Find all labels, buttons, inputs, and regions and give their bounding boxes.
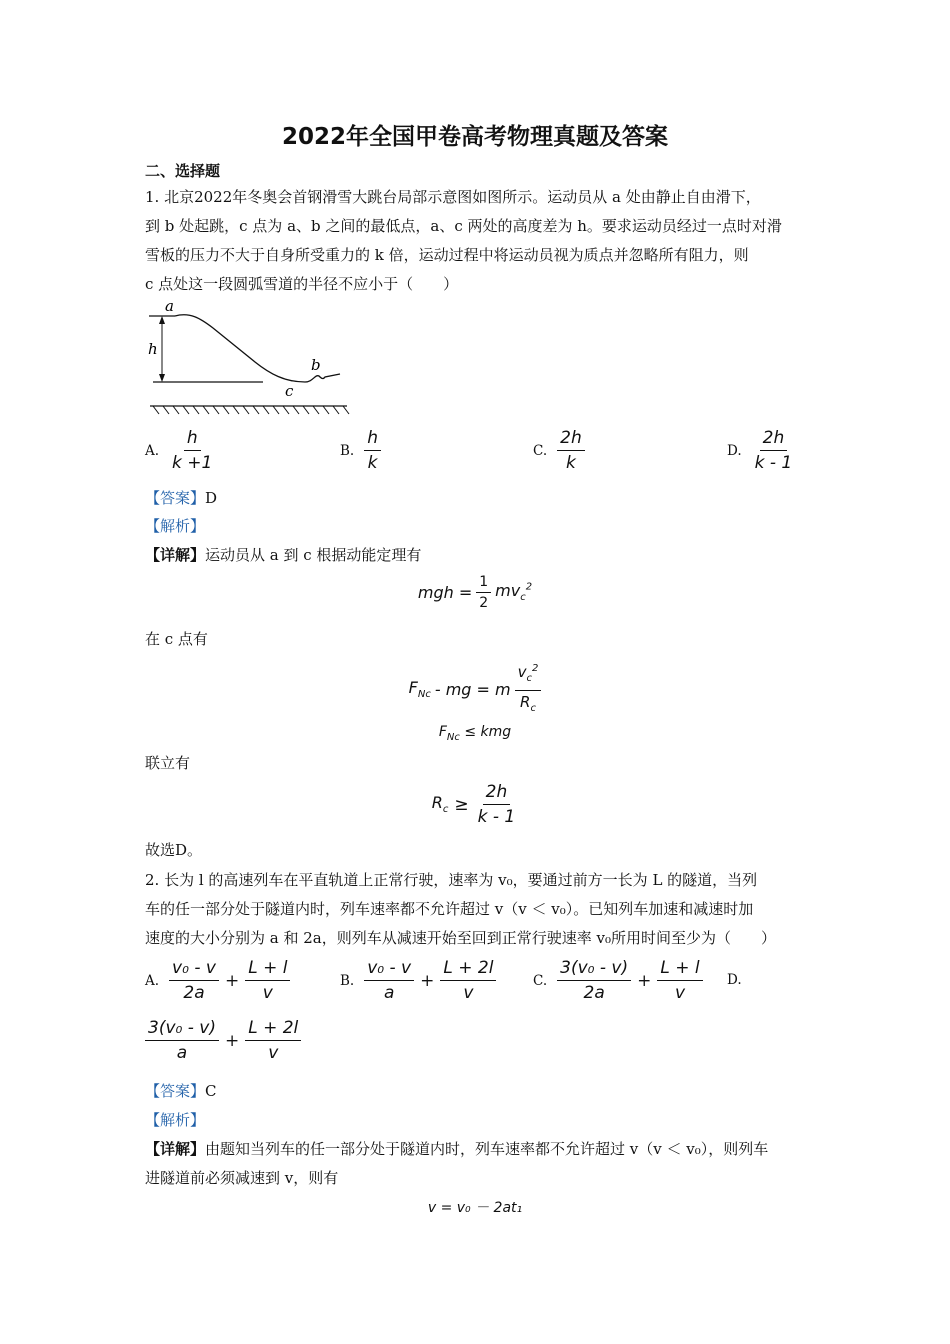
q2-detail-2: 进隧道前必须减速到 v，则有 [145, 1169, 339, 1187]
q2-analysis-tag: 【解析】 [145, 1111, 206, 1129]
q2-option-d-label: D. [727, 972, 742, 988]
label-c: c [285, 382, 294, 400]
q1-option-c: C. $\frac{2h}{k}$ [533, 428, 585, 473]
q1-detail: 【详解】运动员从 a 到 c 根据动能定理有 [145, 546, 422, 564]
q1-combine: 联立有 [145, 754, 191, 772]
q2-answer: 【答案】C [145, 1082, 217, 1100]
page-title: 2022年全国甲卷高考物理真题及答案 [281, 124, 668, 150]
q2-line-2: 车的任一部分处于隧道内时，列车速率都不允许超过 v（v ＜ v₀）。已知列车加速和减速时加 [145, 900, 754, 918]
label-b: b [311, 356, 321, 374]
q1-option-d: D. $\frac{2h}{k - 1}$ [727, 428, 793, 473]
q2-option-b: B. $\frac{\text{v₀ - v}}{a}$ + $\frac{L + 2l}{v}$ [340, 958, 496, 1003]
q1-line-1: 1. 北京2022年冬奥会首钢滑雪大跳台局部示意图如图所示。运动员从 a 处由静止自由滑下， [145, 188, 761, 206]
ski-jump-figure [145, 298, 355, 418]
q1-option-a: A. $\frac{h}{k +1}$ [145, 428, 213, 473]
q1-equation-3: $F_{Nc}$ ≤ kmg [438, 724, 512, 743]
q1-line-3: 雪板的压力不大于自身所受重力的 k 倍，运动过程中将运动员视为质点并忽略所有阻力，则 [145, 246, 749, 264]
q2-equation-1: v = v₀ － 2at₁ [427, 1200, 523, 1216]
q1-line-2: 到 b 处起跳，c 点为 a、b 之间的最低点，a、c 两处的高度差为 h。要求运动员经过一点时对滑 [145, 217, 782, 235]
q1-equation-4: $R_c$ ≥ $\frac{2h}{k - 1}$ [431, 782, 516, 827]
q1-conclusion: 故选D。 [145, 841, 203, 859]
label-h: h [148, 340, 158, 358]
label-a: a [165, 298, 174, 315]
q2-line-1: 2. 长为 l 的高速列车在平直轨道上正常行驶，速率为 v₀，要通过前方一长为 L 的隧道，当列 [145, 871, 758, 889]
q1-equation-1: mgh = $\frac{1}{2}$ $mv_c^2$ [417, 574, 533, 611]
q2-option-c: C. $\frac{\text{3(v₀ - v)}}{2a}$ + $\frac{L + l}{v}$ [533, 958, 703, 1003]
q2-option-a: A. $\frac{\text{v₀ - v}}{2a}$ + $\frac{L + l}{v}$ [145, 958, 290, 1003]
q1-option-b: B. $\frac{h}{k}$ [340, 428, 381, 473]
q1-line-4: c 点处这一段圆弧雪道的半径不应小于（ ） [145, 275, 459, 293]
q2-option-d: $\frac{\text{3(v₀ - v)}}{a}$ + $\frac{L + 2l}{v}$ [145, 1018, 301, 1063]
q1-at-c: 在 c 点有 [145, 630, 208, 648]
section-heading: 二、选择题 [145, 162, 221, 180]
q1-equation-2: $F_{Nc}$ - mg = m $\frac{v_c^2}{R_c}$ [0, 660, 950, 718]
q2-line-3: 速度的大小分别为 a 和 2a，则列车从减速开始至回到正常行驶速率 v₀所用时间至少为（ ） [145, 929, 776, 947]
q1-answer: 【答案】D [145, 489, 218, 507]
q1-analysis-tag: 【解析】 [145, 517, 206, 535]
q2-detail-1: 【详解】由题知当列车的任一部分处于隧道内时，列车速率都不允许超过 v（v ＜ v₀），则列车 [145, 1140, 769, 1158]
